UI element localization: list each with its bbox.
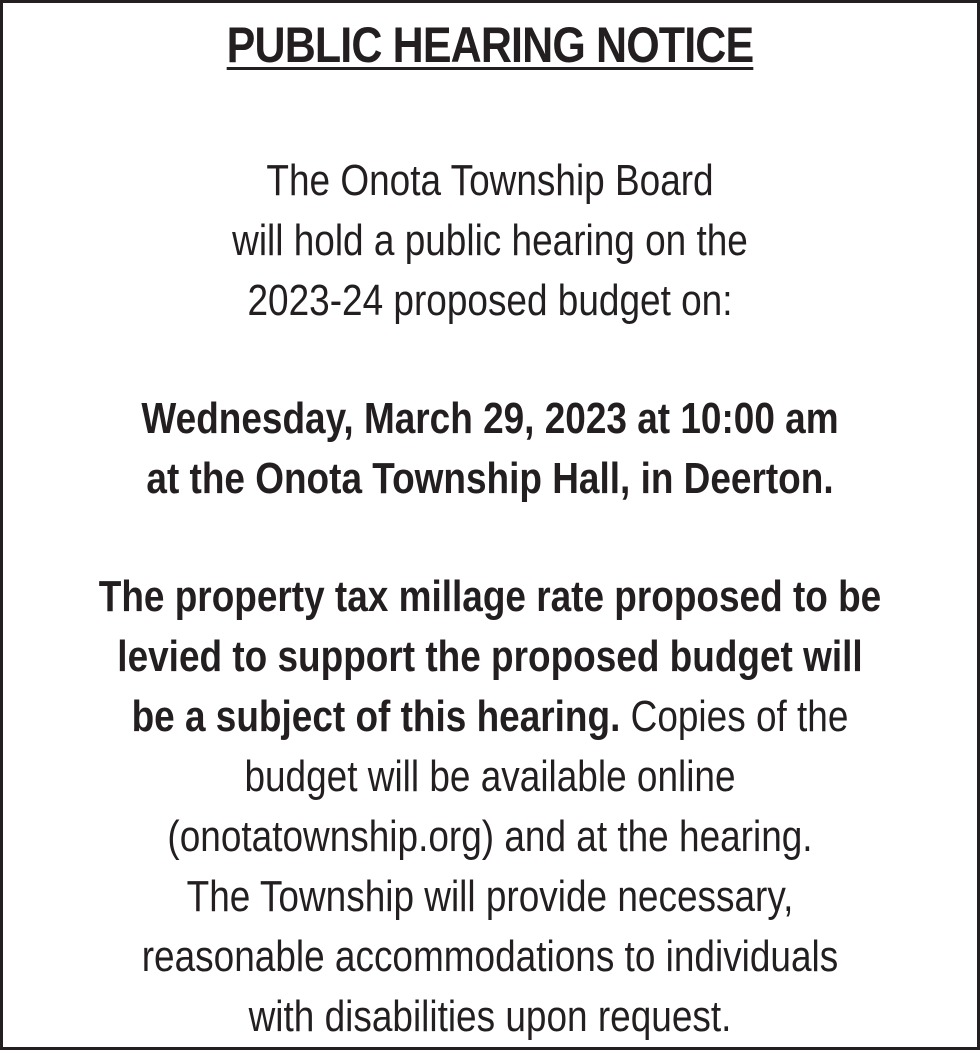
hearing-location-line: at the Onota Township Hall, in Deerton.	[146, 454, 834, 503]
notice-title	[71, 3, 909, 75]
body-line-3	[81, 687, 899, 747]
body-bold-line-1: The property tax millage rate proposed to be	[98, 572, 882, 621]
body-line-3-rest: Copies of the	[620, 692, 849, 741]
intro-line-2: will hold a public hearing on the	[232, 216, 748, 265]
intro-line-1: The Onota Township Board	[266, 156, 714, 205]
hearing-date-location	[81, 389, 899, 509]
body-bold-line-2: levied to support the proposed budget will	[117, 632, 863, 681]
intro-paragraph	[81, 151, 899, 331]
body-paragraph	[81, 567, 899, 1047]
notice-title-text: PUBLIC HEARING NOTICE	[226, 17, 754, 73]
body-line-8: with disabilities upon request.	[248, 992, 732, 1041]
body-line-7: reasonable accommodations to individuals	[141, 932, 839, 981]
body-line-6: The Township will provide necessary,	[186, 872, 794, 921]
body-line-4: budget will be available online	[244, 752, 736, 801]
intro-line-3: 2023-24 proposed budget on:	[247, 276, 733, 325]
hearing-date-line: Wednesday, March 29, 2023 at 10:00 am	[141, 394, 839, 443]
body-line-5: (onotatownship.org) and at the hearing.	[167, 812, 813, 861]
body-bold-line-3: be a subject of this hearing.	[131, 692, 621, 741]
